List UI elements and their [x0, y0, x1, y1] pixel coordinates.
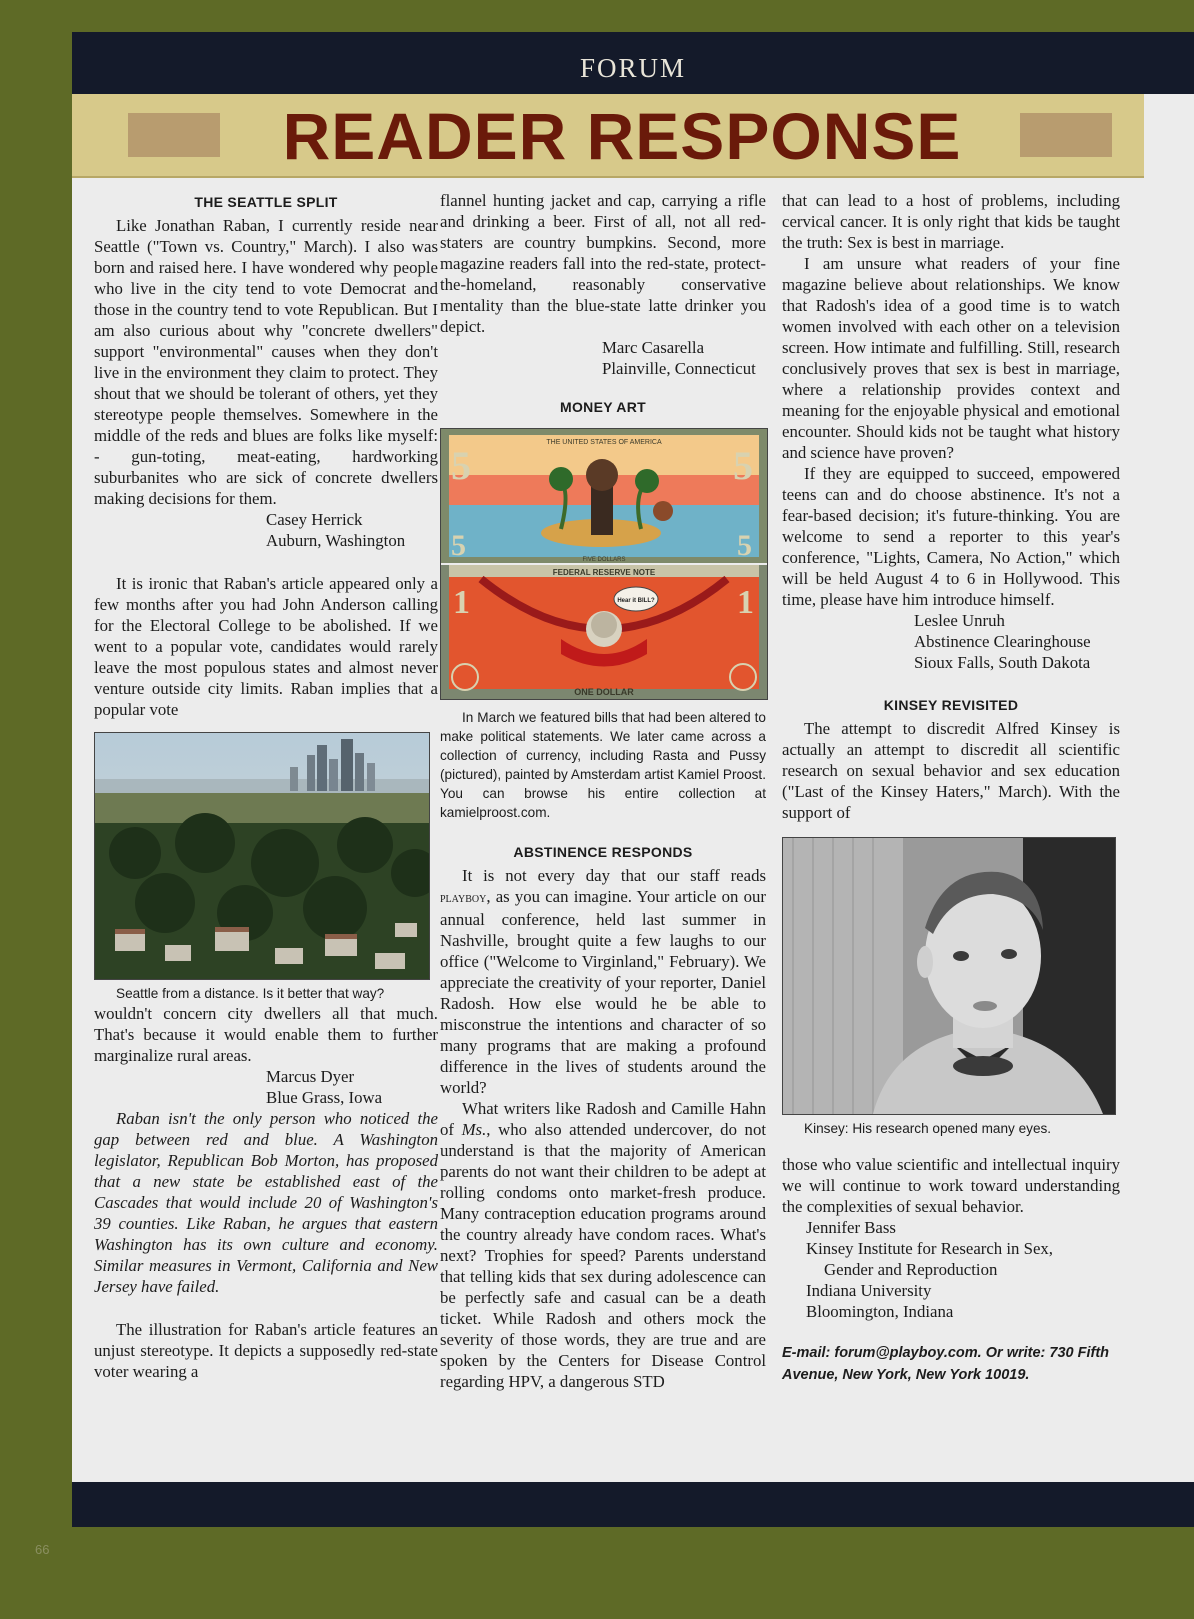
signature-university: Indiana University [806, 1281, 932, 1300]
title-banner [72, 94, 1144, 178]
svg-text:1: 1 [453, 584, 470, 621]
letter-casarella: The illustration for Raban's article features an unjust stereotype. It depicts a supposedly red-state voter wearing a [94, 1320, 438, 1381]
letter-herrick: Like Jonathan Raban, I currently reside near Seattle ("Town vs. Country," March). I also was born and raised here. I have wondered why people who live in the city tend to vote Democrat and those in the country tend to vote Republican. But I am also curious about why "concrete dwellers" support "environmental" causes when they don't live in the environment they claim to protect. They shout that we should be tolerant of others, yet they stereotype people themselves. Somewhere in the middle of the reds and blues are folks like myself: - gun-toting, meat-eating, hardworking suburbanites who are sick of concrete dwellers making decisions for them. [94, 216, 438, 508]
signature-place: Bloomington, Indiana [806, 1302, 954, 1321]
bill-bottom-denomination: ONE DOLLAR [574, 687, 634, 697]
letter-unruh-start: It is not every day that our staff reads [462, 866, 766, 885]
signature-name: Marcus Dyer [266, 1067, 355, 1086]
column-2 [440, 190, 766, 1392]
section-header: FORUM [72, 32, 1194, 94]
signature-name: Jennifer Bass [806, 1218, 896, 1237]
kinsey-photo-caption: Kinsey: His research opened many eyes. [804, 1121, 1052, 1136]
svg-text:5: 5 [451, 443, 471, 488]
signature-org: Abstinence Clearinghouse [914, 632, 1091, 651]
letter-unruh-p2-a: What writers like Radosh and Camille Hahn of [440, 1099, 766, 1139]
banner-block-right [1020, 113, 1112, 157]
page-number: 66 [35, 1542, 50, 1557]
signature-place: Plainville, Connecticut [602, 359, 756, 378]
editor-note: Raban isn't the only person who noticed the gap between red and blue. A Washington legislator, Republican Bob Morton, has proposed that a new state be established east of the Cascades that would include 20 of Washington's 39 counties. Like Raban, he argues that eastern Washington has its own culture and economy. Similar measures in Vermont, California and New Jersey have failed. [94, 1109, 438, 1296]
letter-unruh-continued: that can lead to a host of problems, including cervical cancer. It is only right that kids be taught the truth: Sex is best in marriage. [782, 191, 1120, 252]
magazine-page [72, 32, 1194, 1527]
signature-name: Casey Herrick [266, 510, 363, 529]
signature-place: Sioux Falls, South Dakota [914, 653, 1091, 672]
svg-text:5: 5 [451, 529, 466, 562]
letter-dyer-continued: wouldn't concern city dwellers all that much. That's because it would enable them to further marginalize rural areas. [94, 1004, 438, 1065]
seattle-photo [94, 732, 430, 980]
footer-bar [72, 1482, 1194, 1527]
seattle-skyline-image [95, 733, 429, 979]
money-art-caption: In March we featured bills that had been altered to make political statements. We later came across a collection of currency, including Rasta and Pussy (pictured), painted by Amsterdam artist Kamiel Proost. You can browse his entire collection at kamielproost.com. [440, 710, 766, 820]
heading-money-art: MONEY ART [560, 399, 646, 415]
painted-bills-image [441, 429, 767, 699]
signature-block-bass [782, 1217, 1120, 1322]
heading-abstinence-responds: ABSTINENCE RESPONDS [513, 844, 693, 860]
bill-bottom-banner: FEDERAL RESERVE NOTE [552, 568, 656, 577]
heading-seattle-split: THE SEATTLE SPLIT [194, 194, 338, 210]
money-art-image [440, 428, 768, 700]
bill-top-denomination: FIVE DOLLARS [582, 557, 626, 563]
letter-unruh-p2 [440, 1098, 766, 1392]
letter-casarella-continued: flannel hunting jacket and cap, carrying a rifle and drinking a beer. First of all, not all red-staters are country bumpkins. Second, more magazine readers fall into the red-state, protect-the-homeland, reasonably conservative mentality than the blue-state latte drinker you depict. [440, 191, 766, 336]
letter-unruh-p2-b: , who also attended undercover, do not understand is that the majority of American parents do not want their children to be adept at rolling condoms onto market-fresh produce. Many contraception education programs around the country already have condom races. What's next? Trophies for speed? Parents understand that telling kids that sex during adolescence can be perfectly safe and casual can be a death ticket. While Radosh and others mock the severity of those words, they are true and are spoken by the Centers for Disease Control regarding HPV, a dangerous STD [440, 1120, 766, 1391]
bill-speech-bubble: Hear it BILL? [617, 598, 655, 604]
letter-unruh-p4: If they are equipped to succeed, empowered teens can and do choose abstinence. It's not a fear-based decision; it's future-thinking. You are welcome to send a reporter to this year's conference, "Lights, Camera, No Action," which will be held August 4 to 6 in Hollywood. This time, please have him introduce himself. [782, 464, 1120, 609]
signature-org: Kinsey Institute for Research in Sex, [806, 1239, 1053, 1258]
letter-bass-continued: those who value scientific and intellectual inquiry we will continue to work toward understanding the complexities of sexual behavior. [782, 1155, 1120, 1216]
contact-info: E-mail: forum@playboy.com. Or write: 730 Fifth Avenue, New York, New York 10019. [782, 1345, 1110, 1383]
magazine-ms: Ms. [461, 1120, 487, 1139]
svg-text:5: 5 [733, 443, 753, 488]
signature-place: Auburn, Washington [266, 531, 406, 550]
letter-unruh-p3: I am unsure what readers of your fine magazine believe about relationships. We know that Radosh's idea of a good time is to watch women involved with each other on a television screen. How intimate and fulfilling. Still, research conclusively proves that sex is best in marriage, where a relationship provides context and meaning for the enjoyable physical and emotional encounter. Should kids not be taught what history and science have proven? [782, 254, 1120, 462]
signature-name: Leslee Unruh [914, 611, 1005, 630]
heading-kinsey-revisited: KINSEY REVISITED [883, 697, 1019, 713]
svg-text:1: 1 [737, 584, 754, 621]
page-title: READER RESPONSE [282, 99, 962, 173]
signature-name: Marc Casarella [602, 338, 705, 357]
column-3 [782, 190, 1120, 1386]
column-1 [94, 190, 438, 1382]
kinsey-photo [782, 837, 1116, 1115]
signature-org: Gender and Reproduction [824, 1260, 998, 1279]
svg-text:5: 5 [737, 529, 752, 562]
bill-top-banner: THE UNITED STATES OF AMERICA [546, 439, 662, 446]
letter-bass: The attempt to discredit Alfred Kinsey is actually an attempt to discredit all scientific research on sexual behavior and sex education ("Last of the Kinsey Haters," March). With the support of [782, 719, 1120, 822]
letter-dyer: It is ironic that Raban's article appeared only a few months after you had John Anderson calling for the Electoral College to be abolished. If we went to a popular vote, candidates would rarely leave the most populous states and almost never venture outside city limits. Raban implies that a popular vote [94, 574, 438, 719]
signature-place: Blue Grass, Iowa [266, 1088, 383, 1107]
seattle-photo-caption: Seattle from a distance. Is it better that way? [116, 986, 385, 1001]
magazine-name: playboy [440, 891, 487, 906]
letter-unruh-rest: , as you can imagine. Your article on our annual conference, held last summer in Nashville, brought quite a few laughs to our office ("Welcome to Virginland," February). We appreciate the creativity of your reporter, Daniel Radosh. How else would he be able to misconstrue the intentions and character of so many programs that are making a profound difference in the lives of students around the world? [440, 887, 766, 1097]
letter-unruh [440, 865, 766, 1098]
banner-block-left [128, 113, 220, 157]
kinsey-portrait-image [783, 838, 1115, 1114]
